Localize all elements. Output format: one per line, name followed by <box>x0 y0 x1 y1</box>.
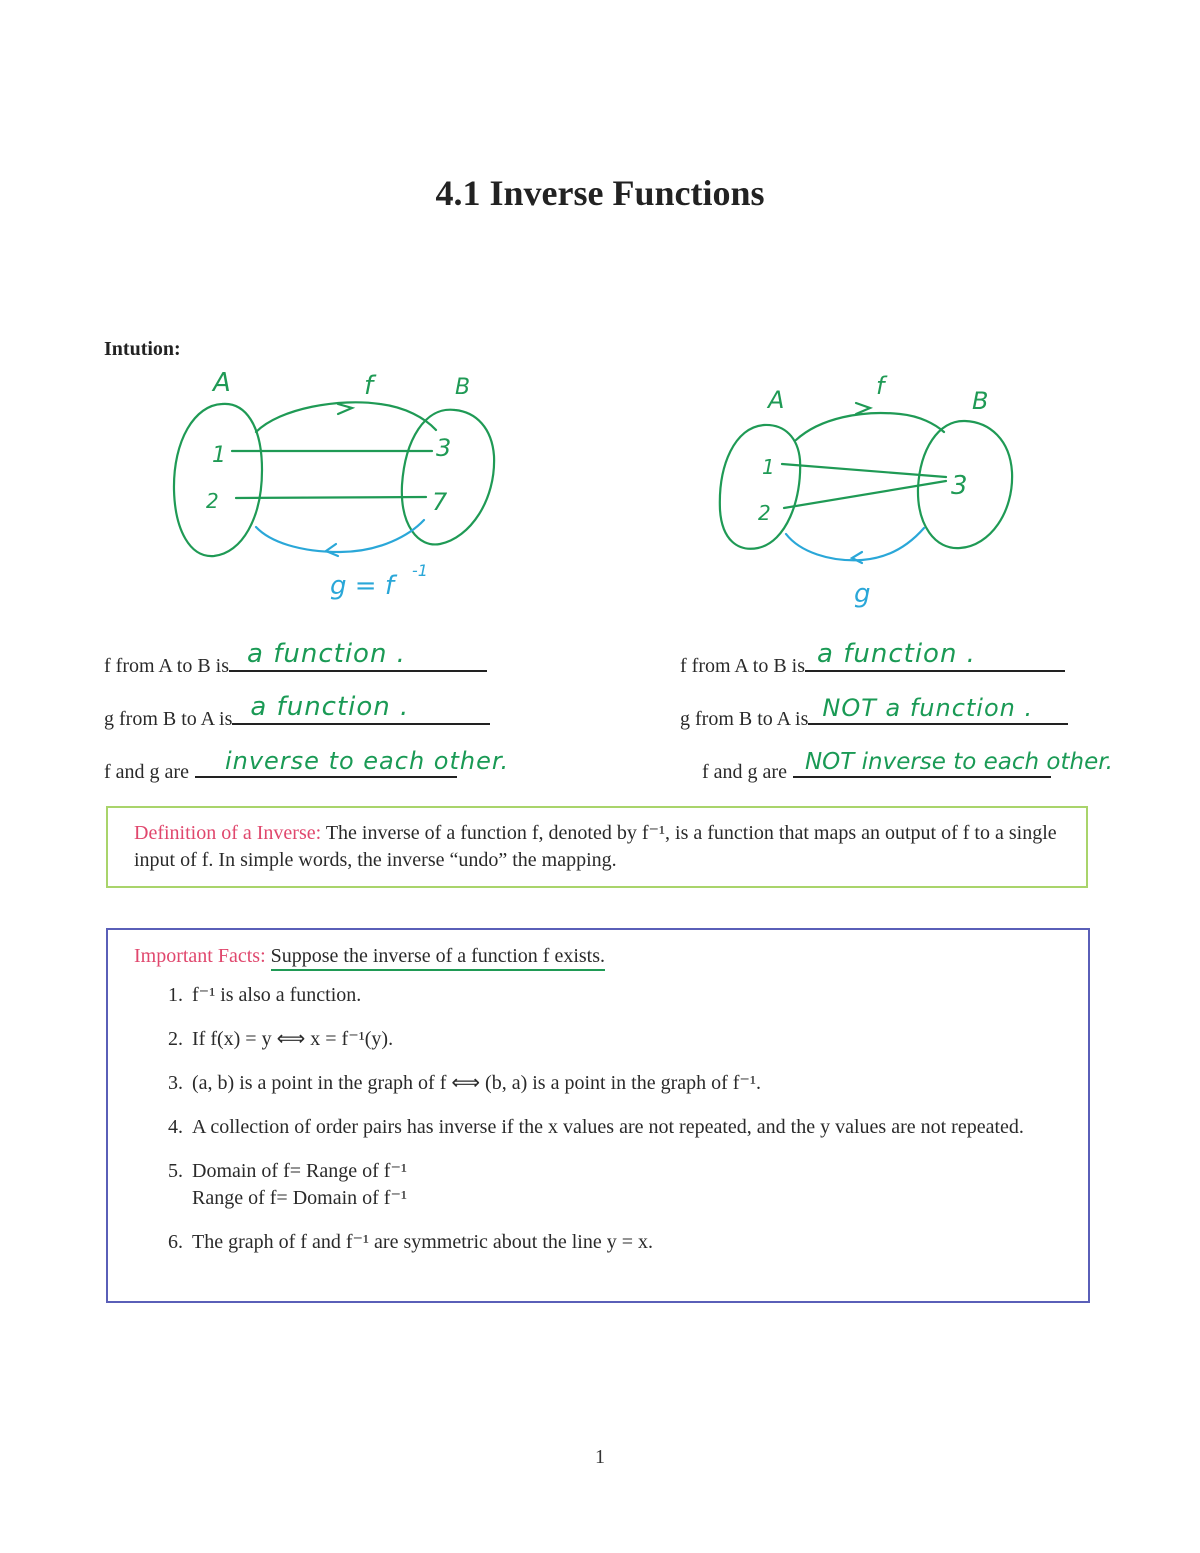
fact-item-3 <box>188 1070 1062 1097</box>
handwritten-answer: NOT inverse to each other. <box>804 749 1113 775</box>
handwritten-answer: a function . <box>817 639 976 669</box>
answer-blank <box>229 639 487 672</box>
answer-blank <box>232 692 490 725</box>
intuition-label: Intution: <box>104 338 181 360</box>
right-domain-1: 1 <box>762 455 775 479</box>
fact-item-4 <box>188 1114 1062 1141</box>
fact-text: f⁻¹ is also a function. <box>192 984 362 1006</box>
fact-item-6 <box>188 1229 1062 1256</box>
important-facts-box <box>106 928 1090 1303</box>
facts-heading: Important Facts: <box>134 945 266 967</box>
right-f-arc <box>796 413 944 440</box>
right-set-a-label: A <box>768 386 785 414</box>
definition-heading: Definition of a Inverse: <box>134 822 322 844</box>
left-f-label: f <box>364 371 374 401</box>
fact-text: If f(x) = y ⟺ x = f⁻¹(y). <box>192 1028 394 1050</box>
fact-text: The graph of f and f⁻¹ are symmetric about the line y = x. <box>192 1231 654 1253</box>
left-domain-2: 2 <box>206 489 219 513</box>
fact-text: (a, b) is a point in the graph of f ⟺ (b, a) is a point in the graph of f⁻¹. <box>192 1072 761 1094</box>
statement-prefix: g from B to A is <box>680 708 809 730</box>
left-g-arc <box>256 520 424 552</box>
left-map-line-2 <box>236 497 426 498</box>
statement-prefix: f from A to B is <box>104 655 230 677</box>
statement-prefix: f from A to B is <box>680 655 806 677</box>
left-domain-1: 1 <box>212 443 226 468</box>
left-set-b-oval <box>402 410 494 545</box>
right-codomain-3: 3 <box>951 471 968 501</box>
handwritten-answer: inverse to each other. <box>224 747 510 775</box>
left-codomain-7: 7 <box>432 488 448 516</box>
answer-blank <box>805 639 1065 672</box>
handwritten-answer: a function . <box>250 692 410 722</box>
fact-item-5 <box>188 1158 1062 1212</box>
left-set-a-label: A <box>213 368 231 398</box>
answer-blank <box>808 694 1068 725</box>
definition-text: The inverse of a function f, denoted by f⁻¹, is a function that maps an output of f to a single input of f. In simple words, the inverse “undo” the mapping. <box>134 822 1057 871</box>
right-statement-1 <box>680 639 1065 678</box>
left-set-b-label: B <box>455 375 471 400</box>
right-set-b-label: B <box>972 387 989 415</box>
handwritten-answer: a function . <box>247 639 406 669</box>
page-number: 1 <box>595 1446 605 1468</box>
right-g-label: g <box>854 579 871 609</box>
left-g-sup: -1 <box>412 561 428 580</box>
left-codomain-3: 3 <box>436 434 452 462</box>
fact-text: A collection of order pairs has inverse if the x values are not repeated, and the y values are not repeated. <box>192 1116 1024 1138</box>
statement-prefix: g from B to A is <box>104 708 233 730</box>
right-domain-2: 2 <box>758 501 771 525</box>
left-statement-1 <box>104 639 487 678</box>
answer-blank <box>793 749 1113 778</box>
fact-text: Domain of f= Range of f⁻¹ Range of f= Domain of f⁻¹ <box>192 1160 407 1209</box>
answer-blank <box>195 747 510 778</box>
right-set-a-oval <box>720 425 800 549</box>
left-set-a-oval <box>174 404 262 556</box>
fact-item-2 <box>188 1026 1062 1053</box>
left-statement-3 <box>104 747 510 784</box>
right-statement-2 <box>680 694 1068 731</box>
facts-intro: Suppose the inverse of a function f exists. <box>271 945 605 971</box>
right-map-line-2 <box>784 481 946 508</box>
statement-prefix: f and g are <box>104 761 189 783</box>
right-f-label: f <box>876 372 885 400</box>
page-title: 4.1 Inverse Functions <box>435 173 765 213</box>
statement-prefix: f and g are <box>702 761 787 783</box>
fact-item-1 <box>188 982 1062 1009</box>
left-statement-2 <box>104 692 490 731</box>
handwritten-answer: NOT a function . <box>822 694 1034 722</box>
left-g-label: g = f <box>330 571 394 601</box>
definition-box <box>106 806 1088 888</box>
right-statement-3 <box>702 749 1113 784</box>
